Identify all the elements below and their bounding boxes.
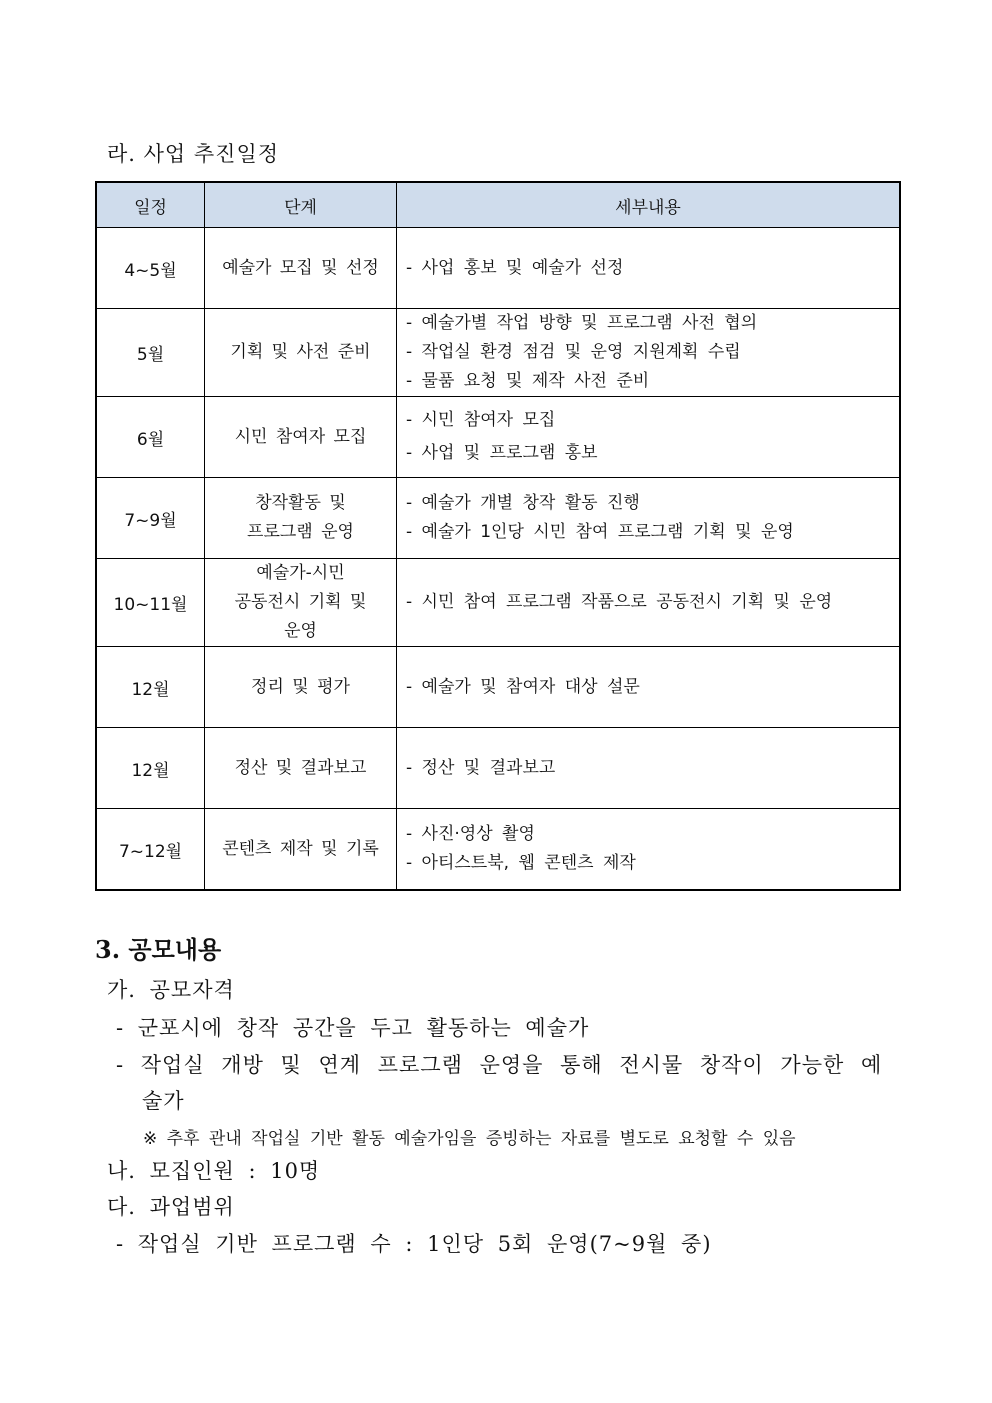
detail-line: - 아티스트북, 웹 콘텐츠 제작 xyxy=(406,853,636,873)
stage-line: 시민 참여자 모집 xyxy=(234,426,367,447)
date-cell: 4~5월 xyxy=(96,228,205,309)
detail-line: - 예술가 개별 창작 활동 진행 xyxy=(406,493,640,513)
stage-line: 정리 및 평가 xyxy=(251,676,350,697)
table-row xyxy=(96,559,900,647)
detail-line: - 정산 및 결과보고 xyxy=(406,757,556,778)
table-row xyxy=(96,228,900,309)
stage-cell xyxy=(205,228,397,309)
stage-cell xyxy=(205,478,397,559)
stage-cell xyxy=(205,647,397,728)
stage-cell xyxy=(205,728,397,809)
detail-cell xyxy=(397,478,901,559)
stage-line: 운영 xyxy=(284,621,317,641)
qualification-item: - 작업실 개방 및 연계 프로그램 운영을 통해 전시물 창작이 가능한 예 xyxy=(116,1053,883,1077)
date-cell: 12월 xyxy=(96,647,205,728)
stage-line: 프로그램 운영 xyxy=(247,522,354,542)
header-detail: 세부내용 xyxy=(397,182,901,228)
date-cell: 6월 xyxy=(96,397,205,478)
stage-line: 정산 및 결과보고 xyxy=(234,757,367,778)
qualification-item: - 군포시에 창작 공간을 두고 활동하는 예술가 xyxy=(116,1016,590,1040)
table-row xyxy=(96,309,900,397)
stage-line: 예술가-시민 xyxy=(256,563,345,583)
detail-line: - 사업 홍보 및 예술가 선정 xyxy=(406,257,624,278)
table-row xyxy=(96,397,900,478)
detail-line: - 사업 및 프로그램 홍보 xyxy=(406,443,598,463)
detail-cell xyxy=(397,728,901,809)
detail-line: - 사진·영상 촬영 xyxy=(406,824,535,844)
stage-line: 콘텐츠 제작 및 기록 xyxy=(222,838,379,859)
detail-line: - 물품 요청 및 제작 사전 준비 xyxy=(406,371,650,391)
qualification-item-continued: 술가 xyxy=(142,1089,185,1113)
detail-line: - 작업실 환경 점검 및 운영 지원계획 수립 xyxy=(406,342,741,362)
stage-line: 공동전시 기획 및 xyxy=(234,592,367,612)
stage-line: 예술가 모집 및 선정 xyxy=(222,257,379,278)
headcount-line: 나. 모집인원 : 10명 xyxy=(107,1159,321,1183)
schedule-heading: 라. 사업 추진일정 xyxy=(107,142,280,166)
detail-cell xyxy=(397,809,901,891)
detail-line: - 예술가 및 참여자 대상 설문 xyxy=(406,676,640,697)
stage-cell xyxy=(205,809,397,891)
stage-line: 기획 및 사전 준비 xyxy=(230,342,371,362)
date-cell: 10~11월 xyxy=(96,559,205,647)
stage-line: 창작활동 및 xyxy=(255,493,346,513)
detail-cell xyxy=(397,397,901,478)
detail-line: - 예술가 1인당 시민 참여 프로그램 기획 및 운영 xyxy=(406,522,794,542)
stage-cell xyxy=(205,309,397,397)
table-row xyxy=(96,647,900,728)
date-cell: 7~9월 xyxy=(96,478,205,559)
table-row xyxy=(96,809,900,891)
detail-cell xyxy=(397,647,901,728)
table-row xyxy=(96,478,900,559)
header-date: 일정 xyxy=(96,182,205,228)
section-title: 3. 공모내용 xyxy=(95,935,222,964)
qualification-heading: 가. 공모자격 xyxy=(107,978,235,1002)
scope-heading: 다. 과업범위 xyxy=(107,1195,235,1219)
detail-line: - 시민 참여 프로그램 작품으로 공동전시 기획 및 운영 xyxy=(406,592,833,612)
scope-item: - 작업실 기반 프로그램 수 : 1인당 5회 운영(7~9월 중) xyxy=(116,1232,712,1256)
schedule-table xyxy=(95,181,901,891)
date-cell: 12월 xyxy=(96,728,205,809)
date-cell: 7~12월 xyxy=(96,809,205,891)
qualification-note: ※ 추후 관내 작업실 기반 활동 예술가임을 증빙하는 자료를 별도로 요청할 수 있음 xyxy=(143,1129,796,1149)
detail-cell xyxy=(397,559,901,647)
date-cell: 5월 xyxy=(96,309,205,397)
stage-cell xyxy=(205,559,397,647)
detail-cell xyxy=(397,309,901,397)
detail-line: - 예술가별 작업 방향 및 프로그램 사전 협의 xyxy=(406,313,758,333)
detail-line: - 시민 참여자 모집 xyxy=(406,410,556,430)
header-stage: 단계 xyxy=(205,182,397,228)
table-row xyxy=(96,728,900,809)
stage-cell xyxy=(205,397,397,478)
table-header-row xyxy=(96,182,900,228)
detail-cell xyxy=(397,228,901,309)
